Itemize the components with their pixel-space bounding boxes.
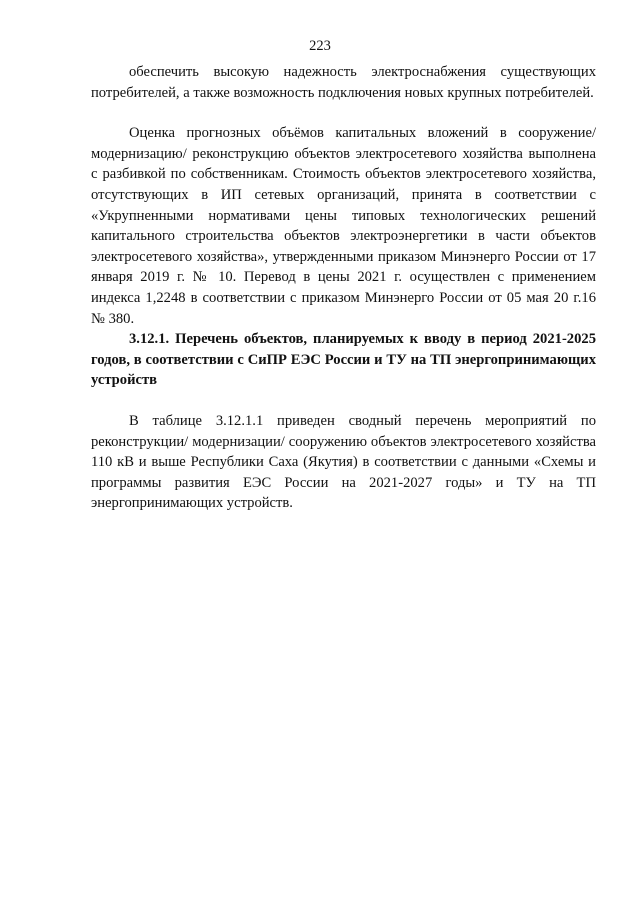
page-number: 223 bbox=[309, 38, 331, 54]
paragraph-table-reference: В таблице 3.12.1.1 приведен сводный перечень мероприятий по реконструкции/ модернизации/ сооружению объектов электросетевого хозяйства 110 кВ и выше Республики Саха (Якутия) в соответствии с данными «Схемы и программы развития ЕЭС России на 2021-2027 годы» и ТУ на ТП энергопринимающих устройств. bbox=[91, 412, 596, 512]
section-heading: 3.12.1. Перечень объектов, планируемых к вводу в период 2021-2025 годов, в соответствии с СиПР ЕЭС России и ТУ на ТП энергопринимающих устройств bbox=[91, 331, 596, 389]
paragraph-reliability: обеспечить высокую надежность электроснабжения существующих потребителей, а также возможность подключения новых крупных потребителей. bbox=[91, 64, 596, 101]
page-content bbox=[91, 62, 596, 514]
paragraph-capital-investment: Оценка прогнозных объёмов капитальных вложений в сооружение/ модернизацию/ реконструкцию объектов электросетевого хозяйства выполнена с разбивкой по собственникам. Стоимость объектов электросетевого хозяйства, отсутствующих в ИП сетевых организаций, принята в соответствии с «Укрупненными нормативами цены типовых технологических решений капитального строительства объектов электроэнергетики в части объектов электросетевого хозяйства», утвержденными приказом Минэнерго России от 17 января 2019 г. № 10. Перевод в цены 2021 г. осуществлен с применением индекса 1,2248 в соответствии с приказом Минэнерго России от 05 мая 20 г.16 № 380. bbox=[91, 125, 596, 327]
